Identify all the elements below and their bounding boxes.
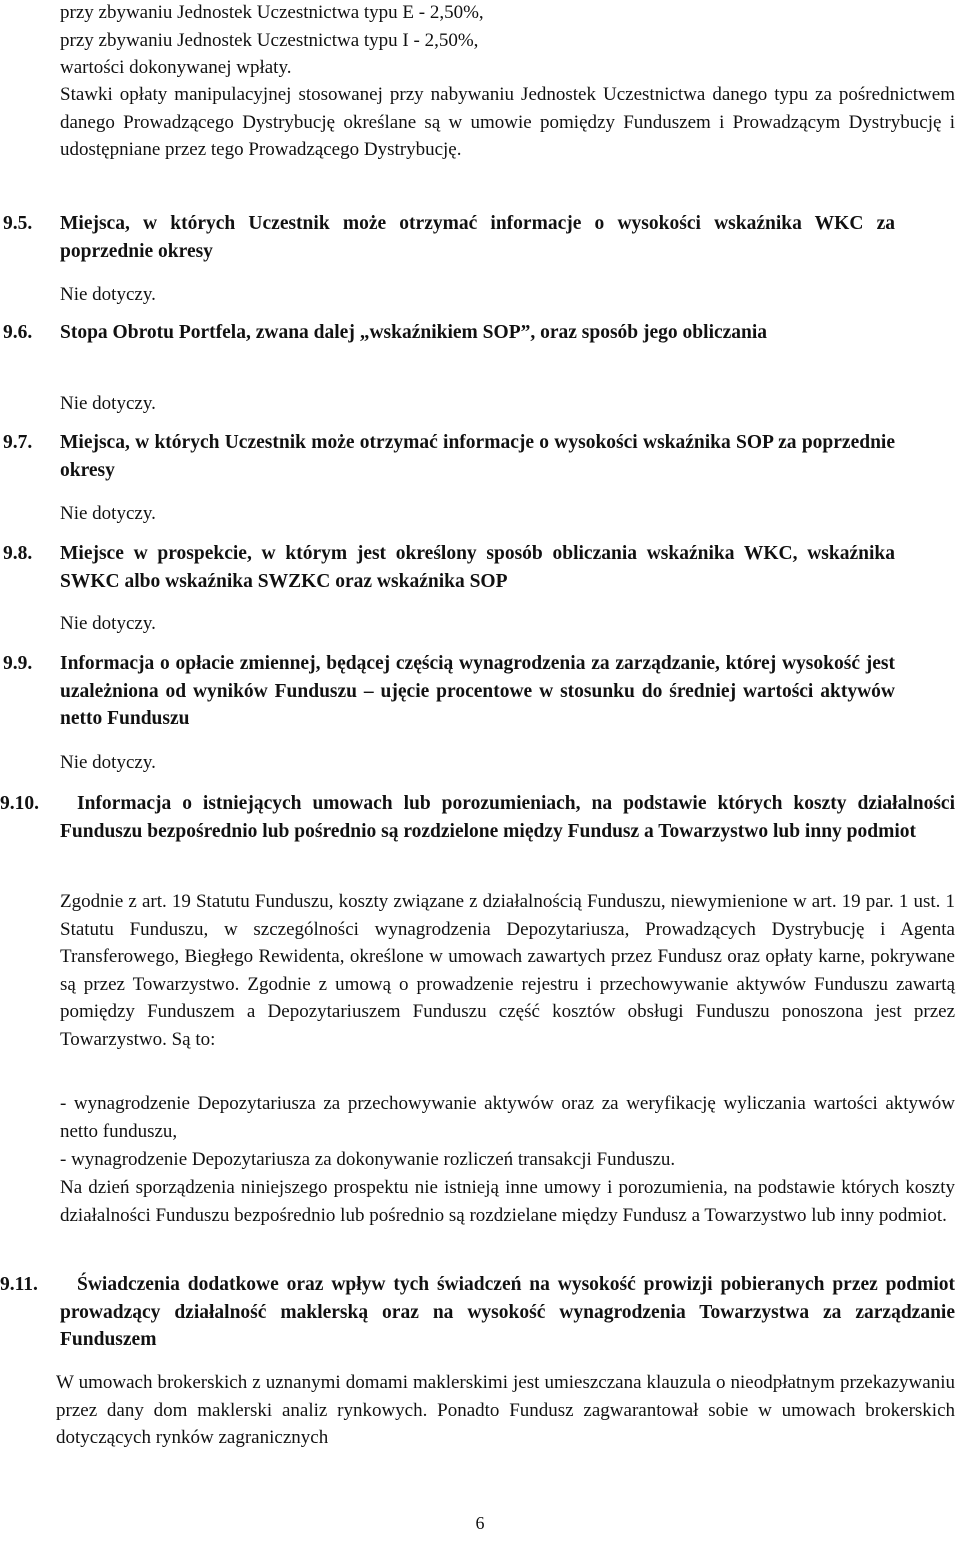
section-title: Stopa Obrotu Portfela, zwana dalej „wskaźnikiem SOP”, oraz sposób jego obliczania	[60, 322, 768, 343]
section-body: Nie dotyczy.	[60, 284, 156, 305]
section-body: Nie dotyczy.	[60, 613, 156, 634]
section-number: 9.5.	[3, 213, 33, 234]
section-number: 9.7.	[3, 432, 33, 453]
section-paragraph: Na dzień sporządzenia niniejszego prospektu nie istnieją inne umowy i porozumienia, na podstawie których koszty działalności Funduszu bezpośrednio lub pośrednio są rozdzielane między Fundusz a Towarzystwo lub inny podmiot.	[60, 1177, 955, 1226]
section-body: Nie dotyczy.	[60, 393, 156, 414]
page-number: 6	[475, 1513, 485, 1533]
section-number: 9.8.	[3, 543, 33, 564]
list-item: - wynagrodzenie Depozytariusza za przechowywanie aktywów oraz za weryfikację wyliczania wartości aktywów netto funduszu,	[60, 1093, 955, 1142]
section-body: Nie dotyczy.	[60, 752, 156, 773]
section-number: 9.6.	[3, 322, 33, 343]
section-paragraph: Zgodnie z art. 19 Statutu Funduszu, koszty związane z działalnością Funduszu, niewymienione w art. 19 par. 1 ust. 1 Statutu Funduszu, w szczególności wynagrodzenia Depozytariusza, Prowadzących Dystrybucję i Agenta Transferowego, Biegłego Rewidenta, określone w umowach zawartych przez Fundusz oraz opłaty karne, pokrywane są przez Towarzystwo. Zgodnie z umową o prowadzenie rejestru i przechowywanie aktywów Funduszu zawartą pomiędzy Funduszem a Depozytariuszem Funduszu część kosztów obsługi Funduszu ponoszona jest przez Towarzystwo. Są to:	[60, 891, 955, 1050]
section-title: Miejsce w prospekcie, w którym jest określony sposób obliczania wskaźnika WKC, wskaźnika SWKC albo wskaźnika SWZKC oraz wskaźnika SOP	[60, 543, 895, 592]
section-title: Informacja o istniejących umowach lub porozumieniach, na podstawie których koszty działalności Funduszu bezpośrednio lub pośrednio są rozdzielone między Fundusz a Towarzystwo lub inny podmiot	[60, 793, 955, 842]
section-heading	[0, 429, 895, 484]
section-paragraph: W umowach brokerskich z uznanymi domami maklerskimi jest umieszczana klauzula o nieodpłatnym przekazywaniu przez dany dom maklerski analiz rynkowych. Ponadto Fundusz zagwarantował sobie w umowach brokerskich dotyczących rynków zagranicznych	[56, 1372, 955, 1449]
section-number: 9.11.	[0, 1274, 38, 1295]
section-heading	[0, 650, 895, 733]
section-number: 9.10.	[0, 793, 39, 814]
list-item: - wynagrodzenie Depozytariusza za dokonywanie rozliczeń transakcji Funduszu.	[60, 1149, 676, 1170]
section-heading	[0, 319, 895, 347]
section-title: Miejsca, w których Uczestnik może otrzymać informacje o wysokości wskaźnika WKC za poprzednie okresy	[60, 213, 895, 262]
section-heading	[0, 1271, 955, 1354]
intro-line-1: przy zbywaniu Jednostek Uczestnictwa typu E - 2,50%,	[60, 2, 484, 23]
section-number: 9.9.	[3, 653, 33, 674]
section-title: Informacja o opłacie zmiennej, będącej częścią wynagrodzenia za zarządzanie, której wysokość jest uzależniona od wyników Funduszu – ujęcie procentowe w stosunku do średniej wartości aktywów netto Funduszu	[60, 653, 895, 730]
section-heading	[0, 790, 955, 845]
intro-line-2: przy zbywaniu Jednostek Uczestnictwa typu I - 2,50%,	[60, 30, 479, 51]
section-body: Nie dotyczy.	[60, 503, 156, 524]
section-title: Miejsca, w których Uczestnik może otrzymać informacje o wysokości wskaźnika SOP za poprzednie okresy	[60, 432, 895, 481]
section-heading	[0, 540, 895, 595]
intro-line-3: wartości dokonywanej wpłaty.	[60, 57, 292, 78]
section-title: Świadczenia dodatkowe oraz wpływ tych świadczeń na wysokość prowizji pobieranych przez podmiot prowadzący działalność maklerską oraz na wysokość wynagrodzenia Towarzystwa za zarządzanie Funduszem	[60, 1274, 955, 1351]
section-heading	[0, 210, 895, 265]
intro-paragraph: Stawki opłaty manipulacyjnej stosowanej przy nabywaniu Jednostek Uczestnictwa danego typu za pośrednictwem danego Prowadzącego Dystrybucję określane są w umowie pomiędzy Funduszem i Prowadzącym Dystrybucję i udostępniane przez tego Prowadzącego Dystrybucję.	[60, 84, 955, 161]
